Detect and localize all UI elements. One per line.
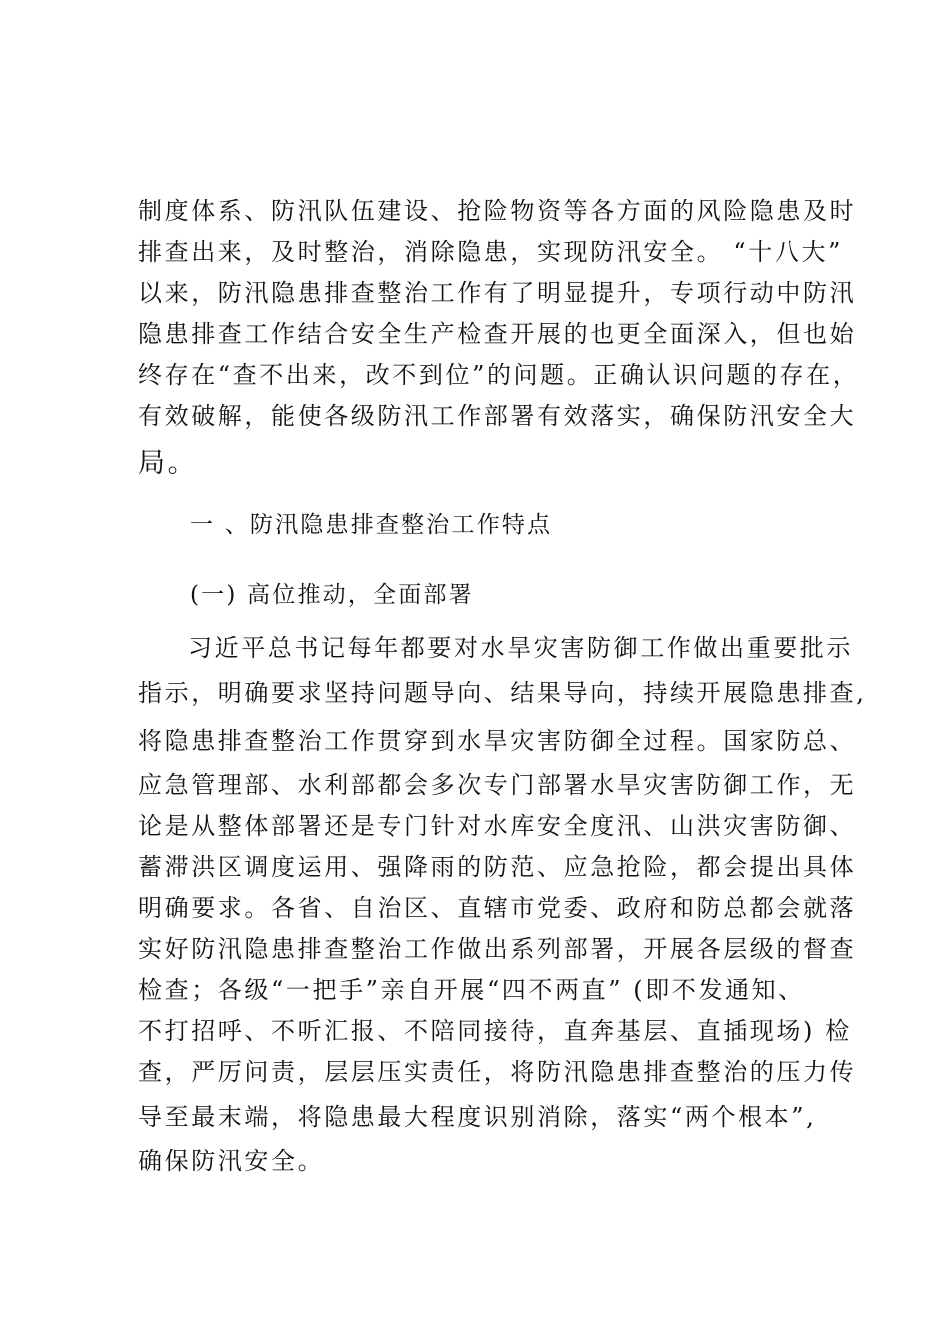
body-line-4: 应急管理部、水利部都会多次专门部署水旱灾害防御工作，无 [138,771,857,799]
body-line-9: 检查；各级“一把手”亲自开展“四不两直” (即不发通知、 [138,976,805,1004]
body-line-11: 查，严厉问责，层层压实责任，将防汛隐患排查整治的压力传 [138,1058,857,1086]
body-line-12: 导至最末端，将隐患最大程度识别消除，落实“两个根本”, [138,1103,817,1131]
body-line-2: 指示，明确要求坚持问题导向、结果导向，持续开展隐患排查, [138,679,867,707]
body-line-3: 将隐患排查整治工作贯穿到水旱灾害防御全过程。国家防总、 [138,727,857,755]
body-line-1: 习近平总书记每年都要对水旱灾害防御工作做出重要批示 [188,634,853,662]
intro-line-6: 有效破解，能使各级防汛工作部署有效落实，确保防汛安全大 [138,402,857,430]
intro-line-7: 局。 [138,448,198,479]
section-heading: 一 、防汛隐患排查整治工作特点 [190,512,553,538]
body-line-7: 明确要求。各省、自治区、直辖市党委、政府和防总都会就落 [138,894,857,922]
body-line-8: 实好防汛隐患排查整治工作做出系列部署，开展各层级的督查 [138,935,857,963]
body-line-6: 蓄滞洪区调度运用、强降雨的防范、应急抢险，都会提出具体 [138,853,857,881]
intro-line-4: 隐患排查工作结合安全生产检查开展的也更全面深入，但也始 [138,320,857,348]
body-line-13: 确保防汛安全。 [138,1147,325,1175]
intro-line-3: 以来，防汛隐患排查整治工作有了明显提升，专项行动中防汛 [138,279,857,307]
body-line-10: 不打招呼、不听汇报、不陪同接待，直奔基层、直插现场) 检 [138,1017,852,1045]
body-paragraph [138,628,867,1182]
subsection-heading: (一) 高位推动，全面部署 [190,582,474,608]
intro-line-1: 制度体系、防汛队伍建设、抢险物资等各方面的风险隐患及时 [138,197,857,225]
intro-paragraph [138,191,860,491]
body-line-5: 论是从整体部署还是专门针对水库安全度汛、山洪灾害防御、 [138,812,857,840]
intro-line-5: 终存在“查不出来，改不到位”的问题。正确认识问题的存在， [138,361,860,389]
intro-line-2: 排查出来，及时整治，消除隐患，实现防汛安全。 “十八大” [138,238,843,266]
